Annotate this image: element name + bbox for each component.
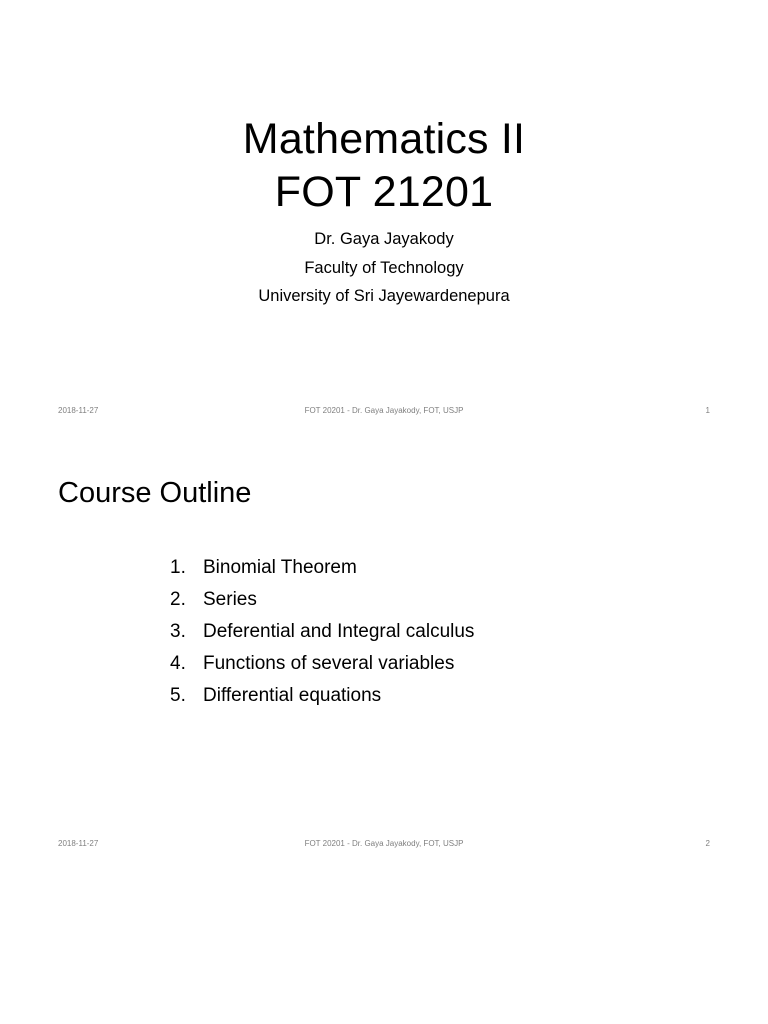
list-item <box>170 616 474 648</box>
subtitle-faculty: Faculty of Technology <box>304 259 464 277</box>
list-item <box>170 648 474 680</box>
footer-text: FOT 20201 - Dr. Gaya Jayakody, FOT, USJP <box>304 406 464 415</box>
list-item-number: 4. <box>170 653 186 674</box>
outline-list <box>170 552 474 712</box>
footer-date: 2018-11-27 <box>58 406 99 415</box>
footer-text: FOT 20201 - Dr. Gaya Jayakody, FOT, USJP <box>304 839 464 848</box>
list-item <box>170 680 474 712</box>
title-course-name: Mathematics II <box>242 115 526 163</box>
outline-heading: Course Outline <box>58 477 252 509</box>
list-item-text: Deferential and Integral calculus <box>203 621 475 642</box>
footer-page-number: 2 <box>705 839 710 848</box>
list-item-number: 5. <box>170 685 186 706</box>
list-item-text: Series <box>203 589 257 610</box>
subtitle-author: Dr. Gaya Jayakody <box>314 230 454 248</box>
list-item-text: Functions of several variables <box>203 653 455 674</box>
list-item <box>170 584 474 616</box>
subtitle-university: University of Sri Jayewardenepura <box>258 287 510 305</box>
list-item <box>170 552 474 584</box>
footer-date: 2018-11-27 <box>58 839 99 848</box>
list-item-text: Differential equations <box>203 685 382 706</box>
list-item-text: Binomial Theorem <box>203 557 357 578</box>
slide-course-outline <box>0 433 768 866</box>
slide-title <box>0 0 768 433</box>
list-item-number: 1. <box>170 557 186 578</box>
list-item-number: 3. <box>170 621 186 642</box>
footer-page-number: 1 <box>705 406 710 415</box>
title-course-code: FOT 21201 <box>274 168 494 216</box>
list-item-number: 2. <box>170 589 186 610</box>
